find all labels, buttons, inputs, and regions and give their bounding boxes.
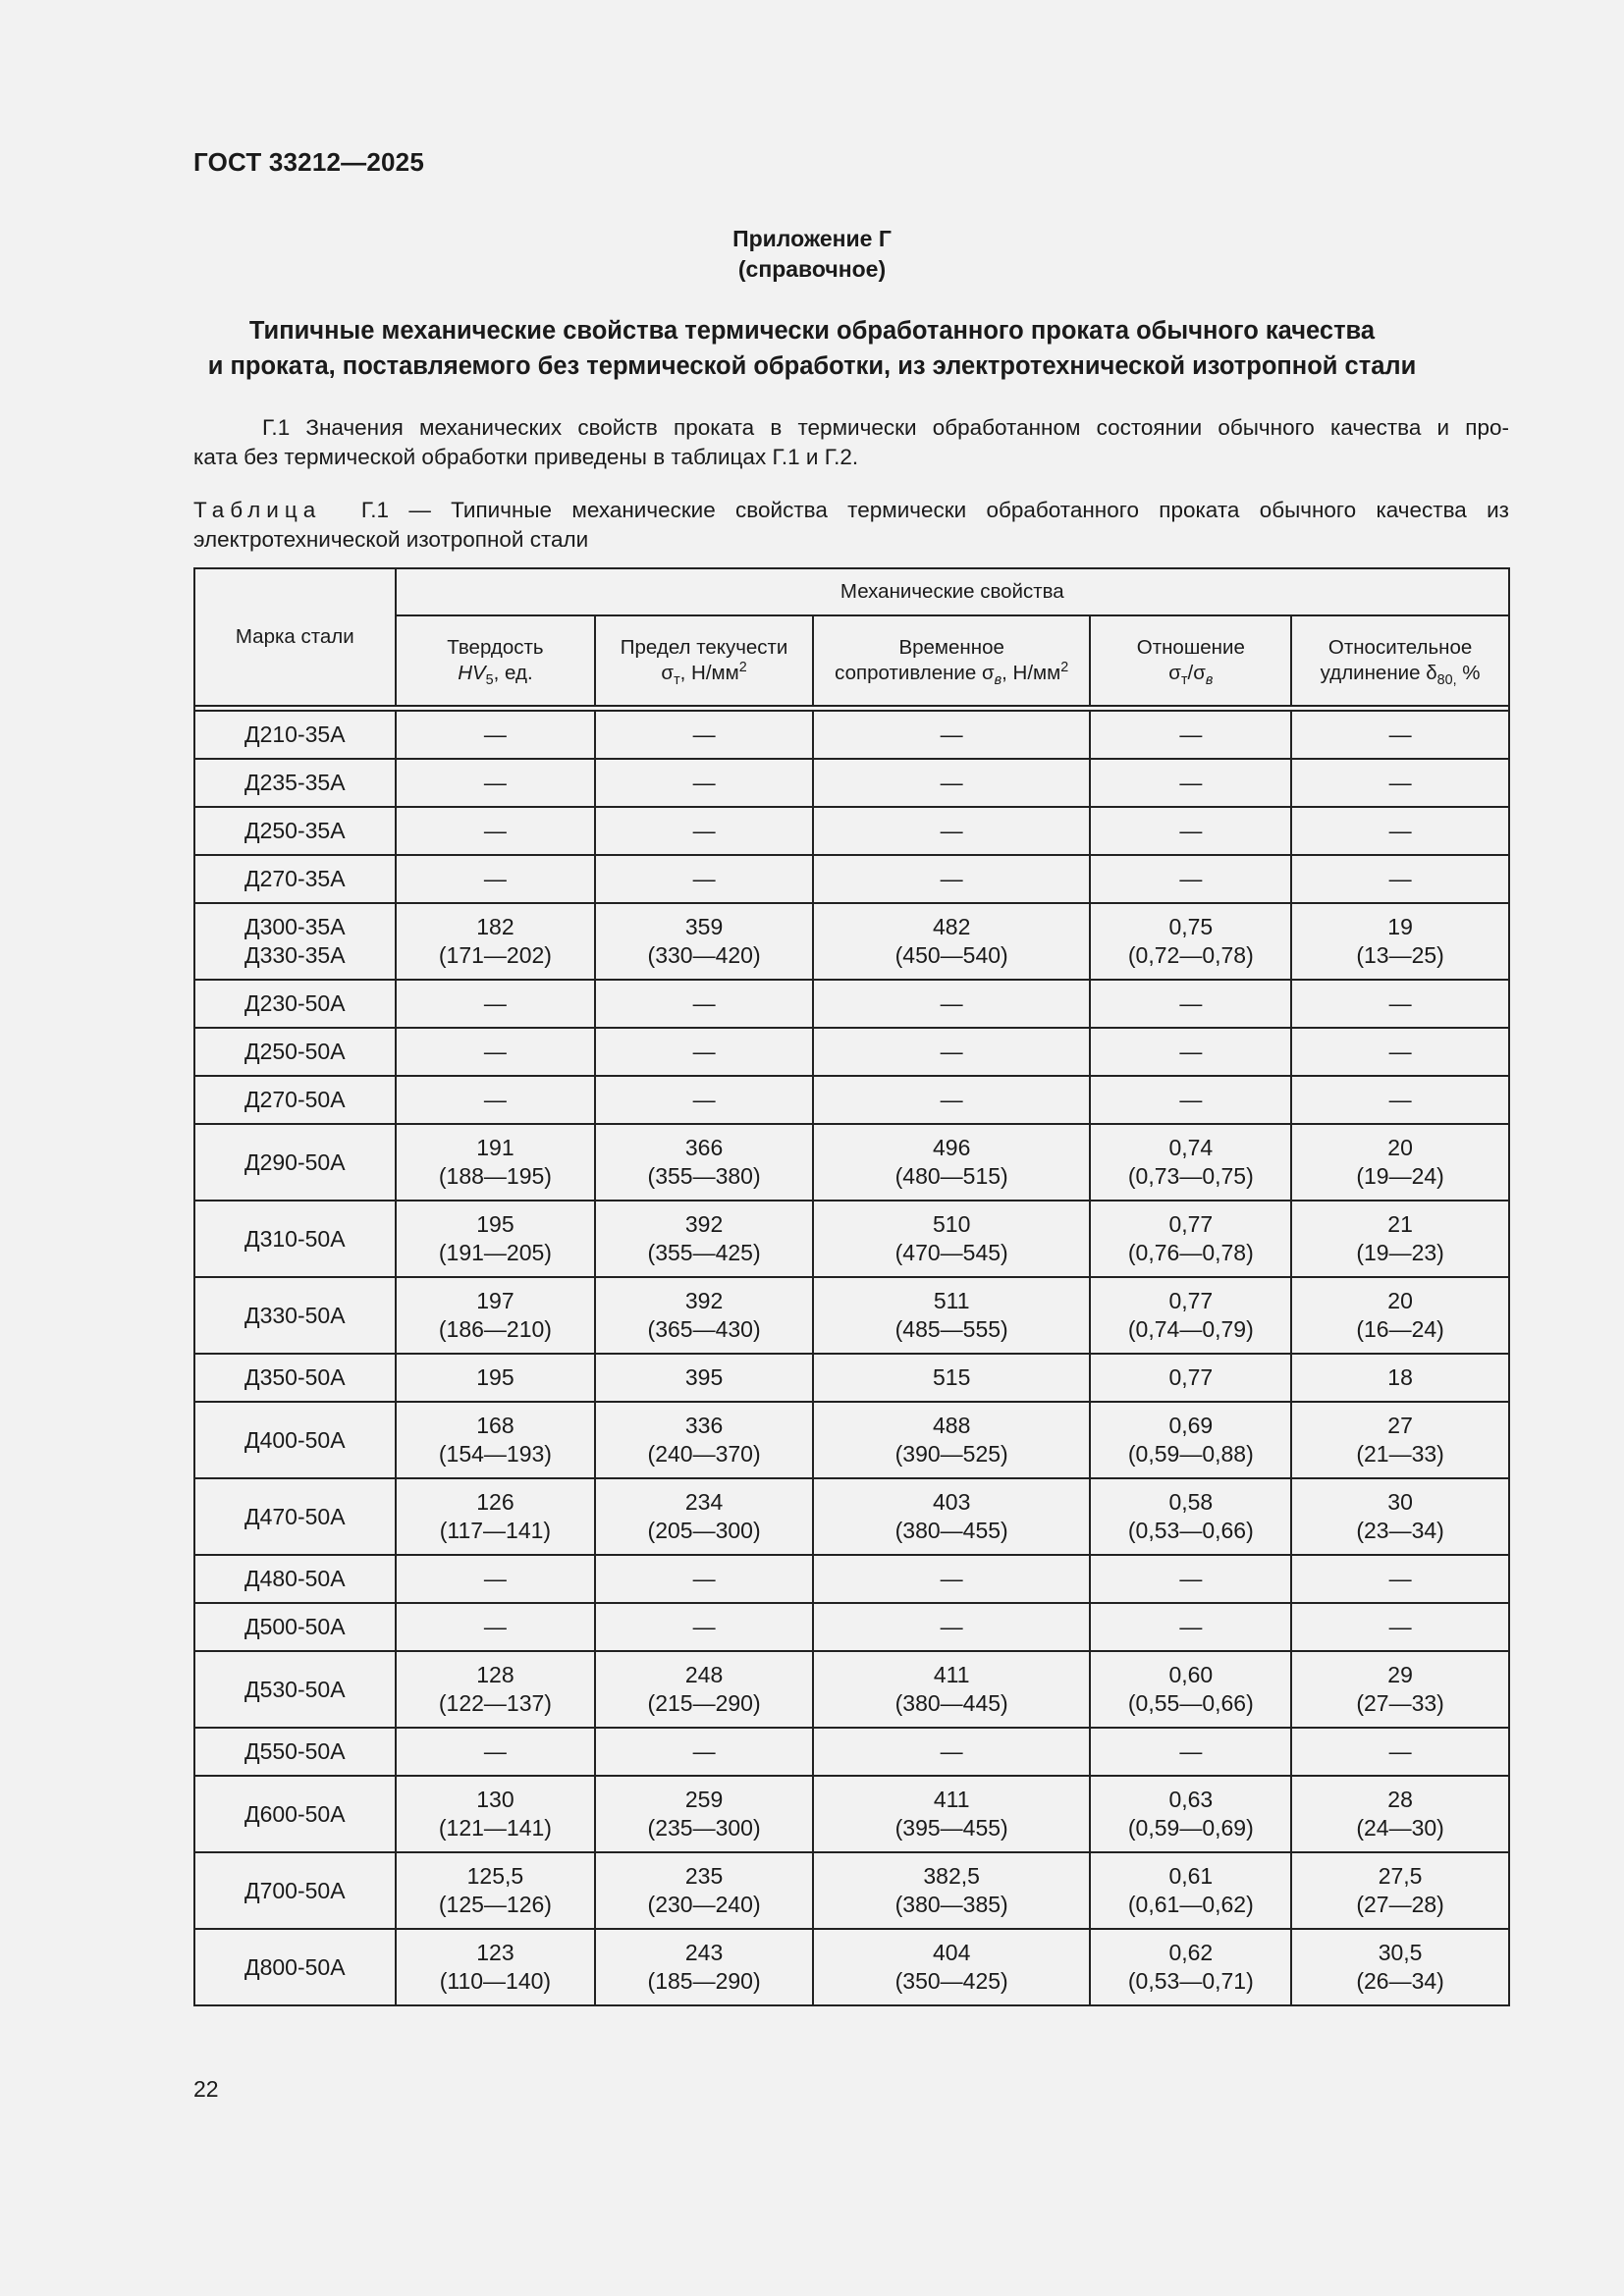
yield-strength-cell: — [595, 1728, 813, 1776]
elongation-cell: — [1291, 855, 1509, 903]
steel-grade-cell: Д300-35А Д330-35А [194, 903, 396, 980]
steel-grade-cell: Д480-50А [194, 1555, 396, 1603]
tensile-strength-cell: — [813, 855, 1091, 903]
header-elongation: Относительное удлинение $\delta_{80,}$ % [1291, 615, 1509, 706]
ratio-cell: 0,62 (0,53—0,71) [1090, 1929, 1291, 2005]
yield-strength-cell: — [595, 759, 813, 807]
ratio-cell: 0,74 (0,73—0,75) [1090, 1124, 1291, 1201]
table-row [194, 1776, 1509, 1852]
yield-strength-cell: — [595, 1603, 813, 1651]
paragraph-g1 [193, 413, 1509, 472]
header-mechanical-properties: Механические свойства [396, 568, 1509, 615]
header-yield-strength: Предел текучести $\sigma_т$, $Н/мм^2$ [595, 615, 813, 706]
table-row [194, 1728, 1509, 1776]
elongation-cell: 19 (13—25) [1291, 903, 1509, 980]
steel-grade-cell: Д270-50А [194, 1076, 396, 1124]
tensile-strength-cell: — [813, 980, 1091, 1028]
paragraph-line-1: Г.1 Значения механических свойств проката в термически обработанном состоянии обычного качества и про- [262, 415, 1509, 440]
paragraph-line-2: ката без термической обработки приведены в таблицах Г.1 и Г.2. [193, 445, 859, 469]
elongation-cell: 27,5 (27—28) [1291, 1852, 1509, 1929]
hardness-cell: 191 (188—195) [396, 1124, 596, 1201]
hardness-cell: 195 [396, 1354, 596, 1402]
elongation-cell: 29 (27—33) [1291, 1651, 1509, 1728]
hardness-cell: 126 (117—141) [396, 1478, 596, 1555]
elongation-cell: — [1291, 1728, 1509, 1776]
yield-strength-cell: 366 (355—380) [595, 1124, 813, 1201]
hardness-cell: — [396, 1603, 596, 1651]
header-tensile-strength: Временное сопротивление $\sigma_в$, $Н/мм^2$ [813, 615, 1091, 706]
table-row [194, 711, 1509, 759]
document-header: ГОСТ 33212—2025 [193, 147, 424, 177]
elongation-cell: — [1291, 980, 1509, 1028]
yield-strength-cell: 234 (205—300) [595, 1478, 813, 1555]
table-body [194, 711, 1509, 2005]
tensile-strength-cell: 403 (380—455) [813, 1478, 1091, 1555]
hardness-cell: 197 (186—210) [396, 1277, 596, 1354]
table-row [194, 1277, 1509, 1354]
ratio-cell: 0,63 (0,59—0,69) [1090, 1776, 1291, 1852]
yield-strength-cell: — [595, 807, 813, 855]
tensile-strength-cell: 515 [813, 1354, 1091, 1402]
tensile-strength-cell: 404 (350—425) [813, 1929, 1091, 2005]
ratio-cell: 0,58 (0,53—0,66) [1090, 1478, 1291, 1555]
table-row [194, 1201, 1509, 1277]
yield-strength-cell: — [595, 1028, 813, 1076]
hardness-cell: — [396, 1555, 596, 1603]
tensile-strength-cell: 496 (480—515) [813, 1124, 1091, 1201]
tensile-strength-cell: — [813, 1728, 1091, 1776]
hardness-cell: — [396, 711, 596, 759]
steel-grade-cell: Д530-50А [194, 1651, 396, 1728]
ratio-cell: 0,60 (0,55—0,66) [1090, 1651, 1291, 1728]
table-row [194, 1651, 1509, 1728]
table-row [194, 1354, 1509, 1402]
elongation-cell: — [1291, 807, 1509, 855]
elongation-cell: 30 (23—34) [1291, 1478, 1509, 1555]
steel-grade-cell: Д235-35А [194, 759, 396, 807]
steel-grade-cell: Д290-50А [194, 1124, 396, 1201]
table-row [194, 1603, 1509, 1651]
table-row [194, 855, 1509, 903]
steel-grade-cell: Д500-50А [194, 1603, 396, 1651]
table-row [194, 903, 1509, 980]
yield-strength-cell: — [595, 980, 813, 1028]
ratio-cell: 0,77 (0,74—0,79) [1090, 1277, 1291, 1354]
elongation-cell: — [1291, 1603, 1509, 1651]
steel-grade-cell: Д250-35А [194, 807, 396, 855]
caption-line-2: электротехнической изотропной стали [193, 527, 589, 552]
ratio-cell: — [1090, 855, 1291, 903]
elongation-cell: 27 (21—33) [1291, 1402, 1509, 1478]
steel-grade-cell: Д400-50А [194, 1402, 396, 1478]
elongation-cell: — [1291, 1555, 1509, 1603]
steel-grade-cell: Д330-50А [194, 1277, 396, 1354]
elongation-cell: — [1291, 759, 1509, 807]
steel-grade-cell: Д700-50А [194, 1852, 396, 1929]
table-caption [193, 496, 1509, 555]
section-title-line-1: Типичные механические свойства термически обработанного проката обычного качества [248, 317, 1376, 345]
elongation-cell: 20 (16—24) [1291, 1277, 1509, 1354]
ratio-cell: — [1090, 711, 1291, 759]
caption-line-1: Г.1 — Типичные механические свойства термически обработанного проката обычного качества из [360, 498, 1509, 522]
yield-strength-cell: 248 (215—290) [595, 1651, 813, 1728]
header-steel-grade: Марка стали [194, 568, 396, 706]
table-row [194, 1852, 1509, 1929]
hardness-cell: 182 (171—202) [396, 903, 596, 980]
ratio-cell: — [1090, 1555, 1291, 1603]
tensile-strength-cell: — [813, 1603, 1091, 1651]
table-row [194, 1076, 1509, 1124]
caption-label: Таблица [193, 498, 322, 522]
ratio-cell: 0,75 (0,72—0,78) [1090, 903, 1291, 980]
ratio-cell: — [1090, 807, 1291, 855]
steel-grade-cell: Д600-50А [194, 1776, 396, 1852]
hardness-cell: 168 (154—193) [396, 1402, 596, 1478]
ratio-cell: — [1090, 759, 1291, 807]
tensile-strength-cell: 382,5 (380—385) [813, 1852, 1091, 1929]
section-title-line-2: и проката, поставляемого без термической обработки, из электротехнической изотропной стали [207, 352, 1417, 380]
hardness-cell: 128 (122—137) [396, 1651, 596, 1728]
elongation-cell: — [1291, 711, 1509, 759]
ratio-cell: 0,77 [1090, 1354, 1291, 1402]
yield-strength-cell: 392 (355—425) [595, 1201, 813, 1277]
steel-grade-cell: Д210-35А [194, 711, 396, 759]
ratio-cell: — [1090, 1603, 1291, 1651]
ratio-cell: — [1090, 1728, 1291, 1776]
tensile-strength-cell: — [813, 1028, 1091, 1076]
table-row [194, 1402, 1509, 1478]
steel-grade-cell: Д350-50А [194, 1354, 396, 1402]
tensile-strength-cell: — [813, 807, 1091, 855]
yield-strength-cell: — [595, 1555, 813, 1603]
yield-strength-cell: 259 (235—300) [595, 1776, 813, 1852]
elongation-cell: 18 [1291, 1354, 1509, 1402]
hardness-cell: — [396, 1728, 596, 1776]
yield-strength-cell: — [595, 1076, 813, 1124]
steel-grade-cell: Д470-50А [194, 1478, 396, 1555]
hardness-cell: — [396, 1076, 596, 1124]
ratio-cell: 0,69 (0,59—0,88) [1090, 1402, 1291, 1478]
table-row [194, 1028, 1509, 1076]
steel-grade-cell: Д550-50А [194, 1728, 396, 1776]
yield-strength-cell: — [595, 711, 813, 759]
appendix-type: (справочное) [737, 256, 887, 282]
elongation-cell: — [1291, 1028, 1509, 1076]
ratio-cell: — [1090, 1076, 1291, 1124]
appendix-label: Приложение Г [732, 226, 892, 251]
steel-grade-cell: Д800-50А [194, 1929, 396, 2005]
mechanical-properties-table [193, 567, 1510, 2006]
tensile-strength-cell: 510 (470—545) [813, 1201, 1091, 1277]
hardness-cell: — [396, 855, 596, 903]
steel-grade-cell: Д230-50А [194, 980, 396, 1028]
steel-grade-cell: Д310-50А [194, 1201, 396, 1277]
ratio-cell: 0,61 (0,61—0,62) [1090, 1852, 1291, 1929]
table-row [194, 980, 1509, 1028]
hardness-cell: 125,5 (125—126) [396, 1852, 596, 1929]
table-row [194, 1555, 1509, 1603]
hardness-cell: 123 (110—140) [396, 1929, 596, 2005]
elongation-cell: 30,5 (26—34) [1291, 1929, 1509, 2005]
hardness-cell: — [396, 1028, 596, 1076]
elongation-cell: — [1291, 1076, 1509, 1124]
steel-grade-cell: Д270-35А [194, 855, 396, 903]
hardness-cell: 195 (191—205) [396, 1201, 596, 1277]
yield-strength-cell: — [595, 855, 813, 903]
tensile-strength-cell: 482 (450—540) [813, 903, 1091, 980]
ratio-cell: 0,77 (0,76—0,78) [1090, 1201, 1291, 1277]
header-ratio: Отношение $\sigma_т/\sigma_в$ [1090, 615, 1291, 706]
yield-strength-cell: 235 (230—240) [595, 1852, 813, 1929]
table-row [194, 1929, 1509, 2005]
yield-strength-cell: 395 [595, 1354, 813, 1402]
tensile-strength-cell: — [813, 1076, 1091, 1124]
table-row [194, 759, 1509, 807]
tensile-strength-cell: 411 (395—455) [813, 1776, 1091, 1852]
tensile-strength-cell: 411 (380—445) [813, 1651, 1091, 1728]
page-number: 22 [193, 2076, 219, 2102]
table-row [194, 1124, 1509, 1201]
elongation-cell: 28 (24—30) [1291, 1776, 1509, 1852]
tensile-strength-cell: — [813, 759, 1091, 807]
header-hardness: Твердость $HV_5$, ед. [396, 615, 596, 706]
steel-grade-cell: Д250-50А [194, 1028, 396, 1076]
hardness-cell: — [396, 980, 596, 1028]
yield-strength-cell: 359 (330—420) [595, 903, 813, 980]
table-row [194, 807, 1509, 855]
yield-strength-cell: 336 (240—370) [595, 1402, 813, 1478]
tensile-strength-cell: 511 (485—555) [813, 1277, 1091, 1354]
hardness-cell: 130 (121—141) [396, 1776, 596, 1852]
tensile-strength-cell: 488 (390—525) [813, 1402, 1091, 1478]
hardness-cell: — [396, 759, 596, 807]
yield-strength-cell: 392 (365—430) [595, 1277, 813, 1354]
ratio-cell: — [1090, 1028, 1291, 1076]
tensile-strength-cell: — [813, 1555, 1091, 1603]
elongation-cell: 20 (19—24) [1291, 1124, 1509, 1201]
tensile-strength-cell: — [813, 711, 1091, 759]
elongation-cell: 21 (19—23) [1291, 1201, 1509, 1277]
table-row [194, 1478, 1509, 1555]
hardness-cell: — [396, 807, 596, 855]
yield-strength-cell: 243 (185—290) [595, 1929, 813, 2005]
ratio-cell: — [1090, 980, 1291, 1028]
